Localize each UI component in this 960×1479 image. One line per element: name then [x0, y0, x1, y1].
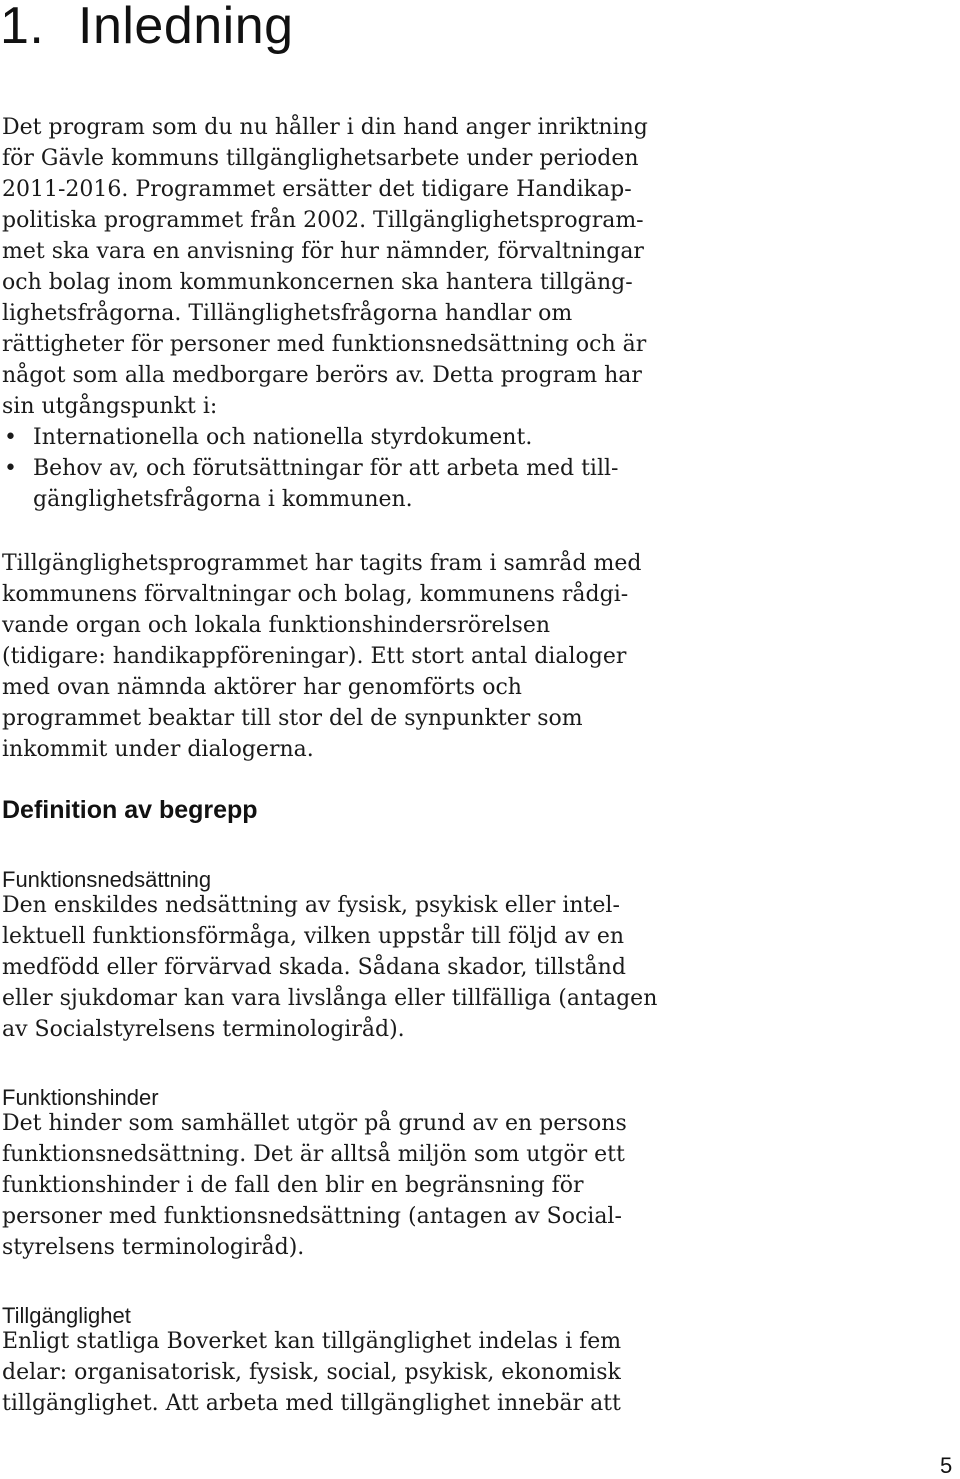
page-number: 5	[940, 1453, 953, 1478]
bullet-icon: •	[4, 456, 17, 481]
chapter-heading	[0, 0, 294, 55]
bullet-icon: •	[4, 425, 17, 450]
intro-paragraph-2: Tillgänglighetsprogrammet har tagits fram i samråd med kommunens förvaltningar och bolag, kommunens rådgi-vande organ och lokala funktionshindersrörelsen (tidigare: handikappföreningar). Ett stort antal dialoger med ovan nämnda aktörer har genomförts och programmet beaktar till stor del de synpunkter som inkommit under dialogerna.	[2, 551, 642, 762]
definition-text-funktionsnedsattning: Den enskildes nedsättning av fysisk, psykisk eller intel-lektuell funktionsförmåga, vilken uppstår till följd av en medfödd eller förvärvad skada. Sådana skador, tillstånd eller sjukdomar kan vara livslånga eller tillfälliga (antagen av Socialstyrelsens terminologiråd).	[2, 893, 658, 1042]
definition-term-funktionsnedsattning: Funktionsnedsättning	[2, 867, 212, 892]
list-item-text: Behov av, och förutsättningar för att arbeta med till-gänglighetsfrågorna i kommunen.	[33, 456, 619, 512]
definition-term-tillganglighet: Tillgänglighet	[2, 1303, 131, 1328]
intro-bullet-list	[2, 422, 660, 515]
list-item-text: Internationella och nationella styrdokument.	[33, 425, 533, 450]
chapter-title: Inledning	[78, 0, 294, 55]
list-item	[2, 422, 660, 453]
chapter-number: 1.	[0, 0, 45, 55]
intro-paragraph-1: Det program som du nu håller i din hand anger inriktning för Gävle kommuns tillgänglighetsarbete under perioden 2011-2016. Programmet ersätter det tidigare Handikap-politiska programmet från 2002. Tillgänglighetsprogram-met ska vara en anvisning för hur nämnder, förvaltningar och bolag inom kommunkoncernen ska hantera tillgäng-lighetsfrågorna. Tillänglighetsfrågorna handlar om rättigheter för personer med funktionsnedsättning och är något som alla medborgare berörs av. Detta program har sin utgångspunkt i:	[2, 115, 648, 419]
definition-text-funktionshinder: Det hinder som samhället utgör på grund av en persons funktionsnedsättning. Det är alltså miljön som utgör ett funktionshinder i de fall den blir en begränsning för personer med funktionsnedsättning (antagen av Social-styrelsens terminologiråd).	[2, 1111, 627, 1260]
definitions-heading: Definition av begrepp	[2, 796, 258, 824]
definition-text-tillganglighet: Enligt statliga Boverket kan tillgänglighet indelas i fem delar: organisatorisk, fysisk, social, psykisk, ekonomisk tillgänglighet. Att arbeta med tillgänglighet innebär att	[2, 1329, 622, 1416]
list-item	[2, 453, 660, 515]
definition-term-funktionshinder: Funktionshinder	[2, 1085, 159, 1110]
